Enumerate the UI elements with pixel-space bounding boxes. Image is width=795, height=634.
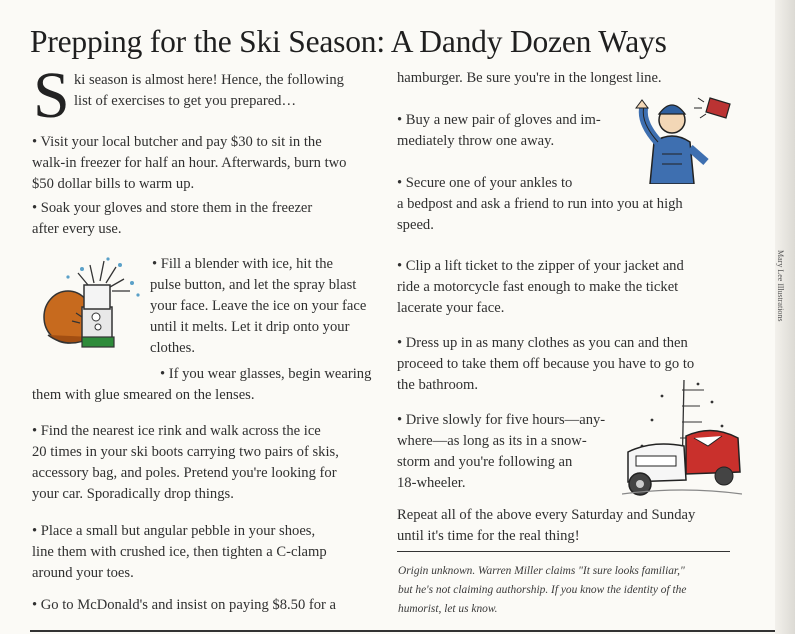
article-title: Prepping for the Ski Season: A Dandy Dozen Ways [30, 24, 667, 59]
intro-paragraph [74, 70, 384, 112]
right-item-5: • Dress up in as many clothes as you can and then proceed to take them off because you have to go to the bathroom. [397, 335, 695, 393]
bottom-rule [30, 630, 775, 632]
left-item-7: • Go to McDonald's and insist on paying $8.50 for a [32, 597, 337, 613]
illustration-credit: Mary Lee Illustrations [776, 250, 785, 322]
left-item-3: • Fill a blender with ice, hit the pulse button, and let the spray blast your face. Leave the ice on your face until it melts. Let it drip onto your clothes. [150, 256, 367, 356]
right-item-6: • Drive slowly for five hours—any- where—as long as its in a snow- storm and you're following an 18-wheeler. [397, 412, 606, 491]
intro-line: ki season is almost here! Hence, the following [74, 72, 344, 88]
left-item-1: • Visit your local butcher and pay $30 to sit in the walk-in freezer for half an hour. Afterwards, burn two $50 dollar bills to warm up. [32, 134, 347, 192]
blender-man-illustration [38, 255, 146, 355]
right-item-7: Repeat all of the above every Saturday and Sunday until it's time for the real thing! [397, 507, 696, 544]
left-item-5: • Find the nearest ice rink and walk across the ice 20 times in your ski boots carrying two pairs of skis, accessory bag, and poles. Pretend you're looking for your car. Sporadically drop things. [32, 423, 339, 502]
right-item-2: • Buy a new pair of gloves and im- mediately throw one away. [397, 112, 601, 149]
glove-man-illustration [632, 92, 738, 184]
snowstorm-car-illustration [622, 376, 742, 498]
intro-line: list of exercises to get you prepared… [74, 93, 297, 109]
footnote-rule [397, 551, 730, 552]
right-item-1: hamburger. Be sure you're in the longest line. [397, 70, 662, 86]
drop-cap: S [33, 59, 70, 132]
left-item-6: • Place a small but angular pebble in your shoes, line them with crushed ice, then tighten a C-clamp around your toes. [32, 523, 327, 581]
left-item-4: • If you wear glasses, begin wearing them with glue smeared on the lenses. [32, 366, 372, 403]
footnote: Origin unknown. Warren Miller claims "It sure looks familiar," but he's not claiming authorship. If you know the identity of the humorist, let us know. [398, 565, 687, 615]
right-item-4: • Clip a lift ticket to the zipper of your jacket and ride a motorcycle fast enough to make the ticket lacerate your face. [397, 258, 684, 316]
right-item-3: • Secure one of your ankles to a bedpost and ask a friend to run into you at high speed. [397, 175, 683, 233]
left-item-2: • Soak your gloves and store them in the freezer after every use. [32, 200, 313, 237]
